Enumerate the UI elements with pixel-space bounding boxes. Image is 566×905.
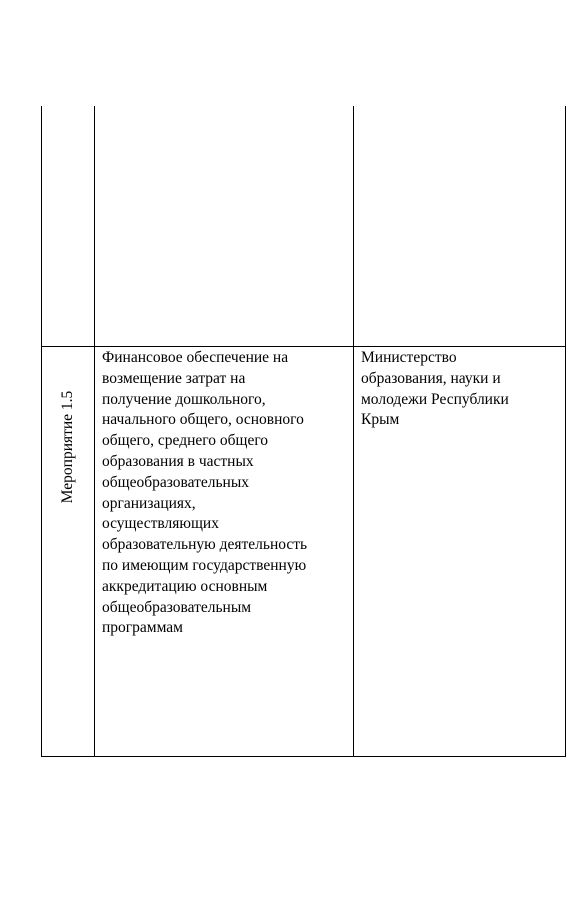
table-border-col2 (353, 106, 354, 757)
table-border-col1 (94, 106, 95, 757)
activity-cell (42, 347, 94, 756)
responsible-cell: Министерство образования, науки и молодежи Республики Крым (361, 349, 509, 429)
activity-label: Мероприятие 1.5 (59, 390, 76, 504)
table-border-bottom (41, 756, 566, 757)
table-row-divider (41, 346, 566, 347)
description-cell: Финансовое обеспечение на возмещение затрат на получение дошкольного, начального общего, основного общего, среднего общего образования в частных общеобразовательных организациях, осуществляющих образовательную деятельность по имеющим государственную аккредитацию основным общеобразовательным программам (102, 349, 308, 637)
